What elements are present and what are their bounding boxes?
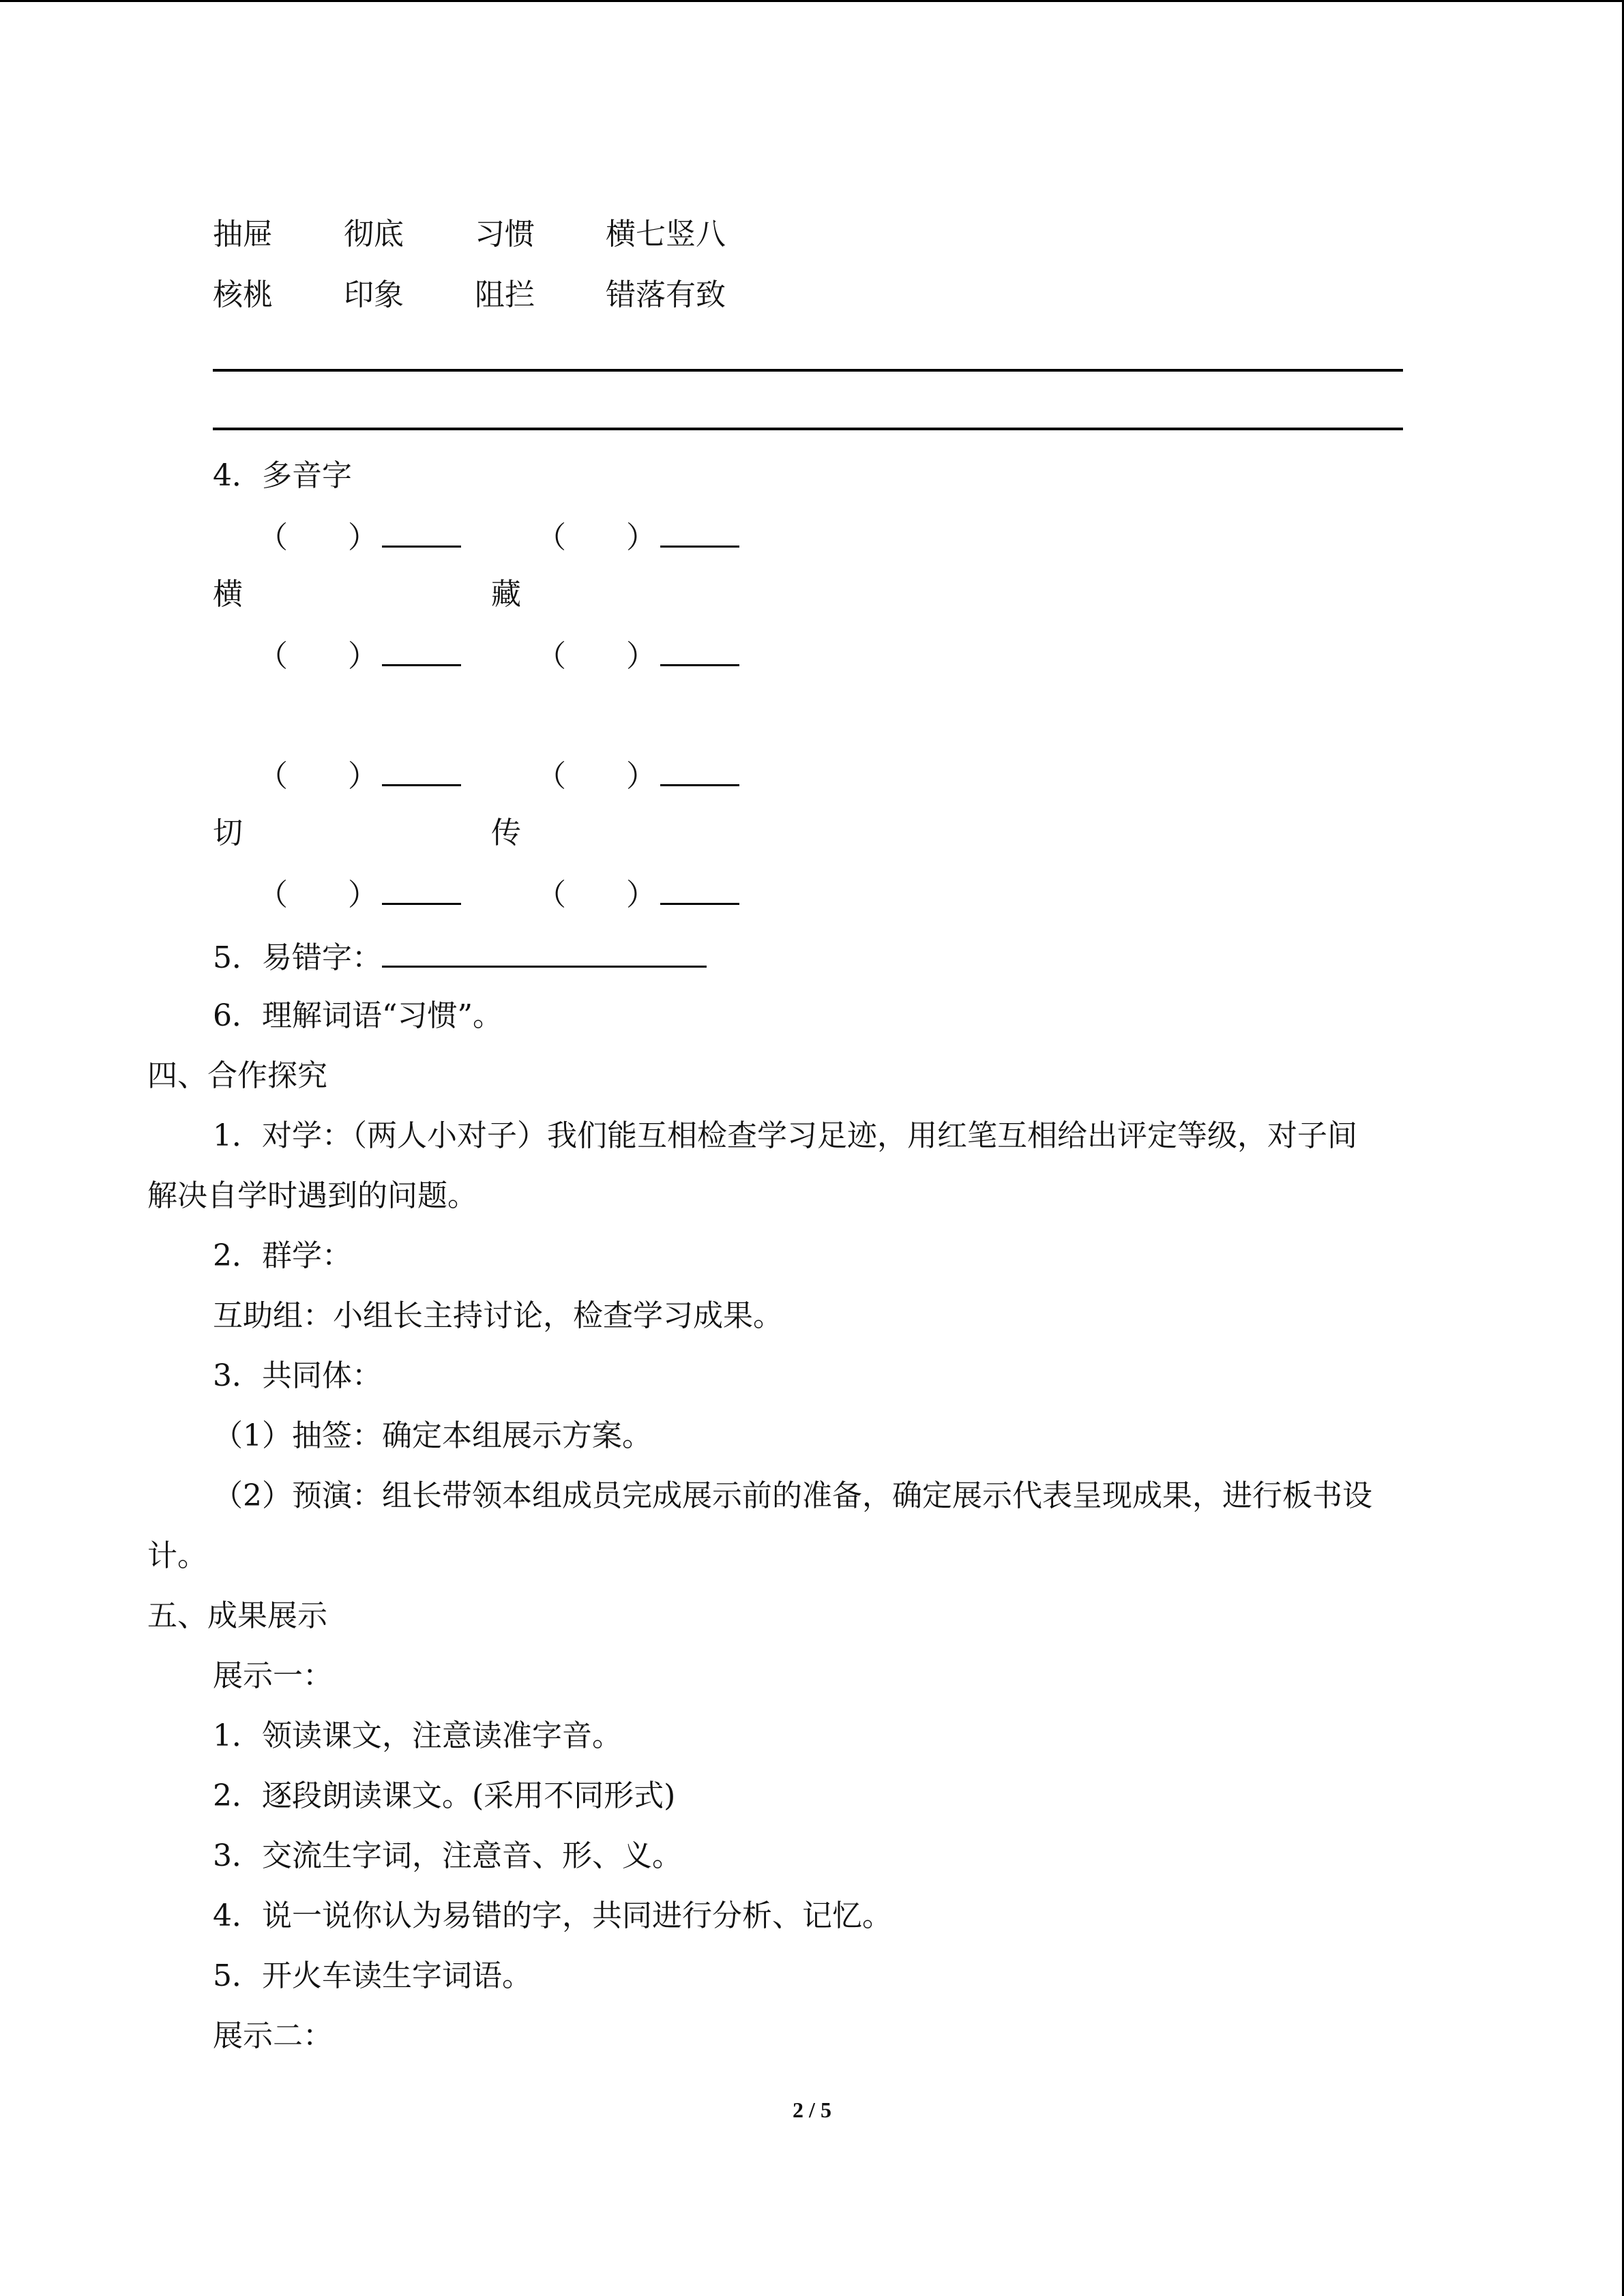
word-blank[interactable] <box>660 634 739 666</box>
vocab-word: 错落有致 <box>606 278 726 312</box>
word-blank[interactable] <box>382 634 461 666</box>
section-heading: 四、合作探究 <box>147 1058 327 1093</box>
word-blank[interactable] <box>382 754 461 786</box>
paragraph: 计。 <box>147 1538 207 1573</box>
page-number: 2 / 5 <box>793 2098 831 2122</box>
pinyin-slot: （ ） <box>258 516 461 558</box>
word-blank[interactable] <box>382 873 461 905</box>
list-item: 1．领读课文，注意读准字音。 <box>213 1718 622 1753</box>
subheading: 展示一： <box>213 1658 333 1693</box>
pinyin-slot: （ ） <box>536 873 739 916</box>
list-item: 4．说一说你认为易错的字，共同进行分析、记忆。 <box>213 1898 892 1933</box>
vocab-word: 印象 <box>344 278 404 312</box>
paragraph: 互助组：小组长主持讨论，检查学习成果。 <box>213 1298 783 1333</box>
section-heading: 五、成果展示 <box>147 1598 327 1633</box>
list-item: 2．逐段朗读课文。(采用不同形式) <box>213 1778 676 1813</box>
answer-line[interactable] <box>213 369 1403 372</box>
paragraph: （2）预演：组长带领本组成员完成展示前的准备，确定展示代表呈现成果，进行板书设 <box>213 1478 1372 1513</box>
pinyin-slot: （ ） <box>258 754 461 797</box>
list-item: 5．开火车读生字词语。 <box>213 1958 532 1993</box>
paragraph: 解决自学时遇到的问题。 <box>147 1178 477 1213</box>
vocab-word: 彻底 <box>344 217 404 252</box>
mistakes-item: 5．易错字： <box>213 936 707 979</box>
word-blank[interactable] <box>382 516 461 548</box>
pinyin-slot: （ ） <box>536 516 739 558</box>
pinyin-slot: （ ） <box>536 754 739 797</box>
polyphonic-char: 藏 <box>491 577 521 612</box>
section-heading: 4．多音字 <box>213 458 352 493</box>
pinyin-slot: （ ） <box>258 873 461 916</box>
vocab-word: 抽屉 <box>213 217 273 252</box>
subheading: 展示二： <box>213 2018 333 2053</box>
polyphonic-char: 横 <box>213 577 243 612</box>
page-border-top <box>0 0 1624 2</box>
pinyin-slot: （ ） <box>258 634 461 677</box>
mistakes-blank[interactable] <box>382 936 707 968</box>
word-blank[interactable] <box>660 516 739 548</box>
paragraph: （1）抽签：确定本组展示方案。 <box>213 1418 652 1453</box>
pinyin-slot: （ ） <box>536 634 739 677</box>
vocab-word: 核桃 <box>213 278 273 312</box>
paragraph: 3．共同体： <box>213 1358 382 1393</box>
list-item: 3．交流生字词，注意音、形、义。 <box>213 1838 682 1873</box>
word-blank[interactable] <box>660 754 739 786</box>
vocab-word: 习惯 <box>475 217 535 252</box>
polyphonic-char: 传 <box>491 816 521 850</box>
understand-item: 6．理解词语“习惯”。 <box>213 998 503 1033</box>
word-blank[interactable] <box>660 873 739 905</box>
vocab-word: 横七竖八 <box>606 217 726 252</box>
vocab-word: 阻拦 <box>475 278 535 312</box>
polyphonic-char: 切 <box>213 816 243 850</box>
answer-line[interactable] <box>213 428 1403 430</box>
paragraph: 2．群学： <box>213 1238 352 1273</box>
paragraph: 1．对学：（两人小对子）我们能互相检查学习足迹，用红笔互相给出评定等级，对子间 <box>213 1118 1357 1153</box>
